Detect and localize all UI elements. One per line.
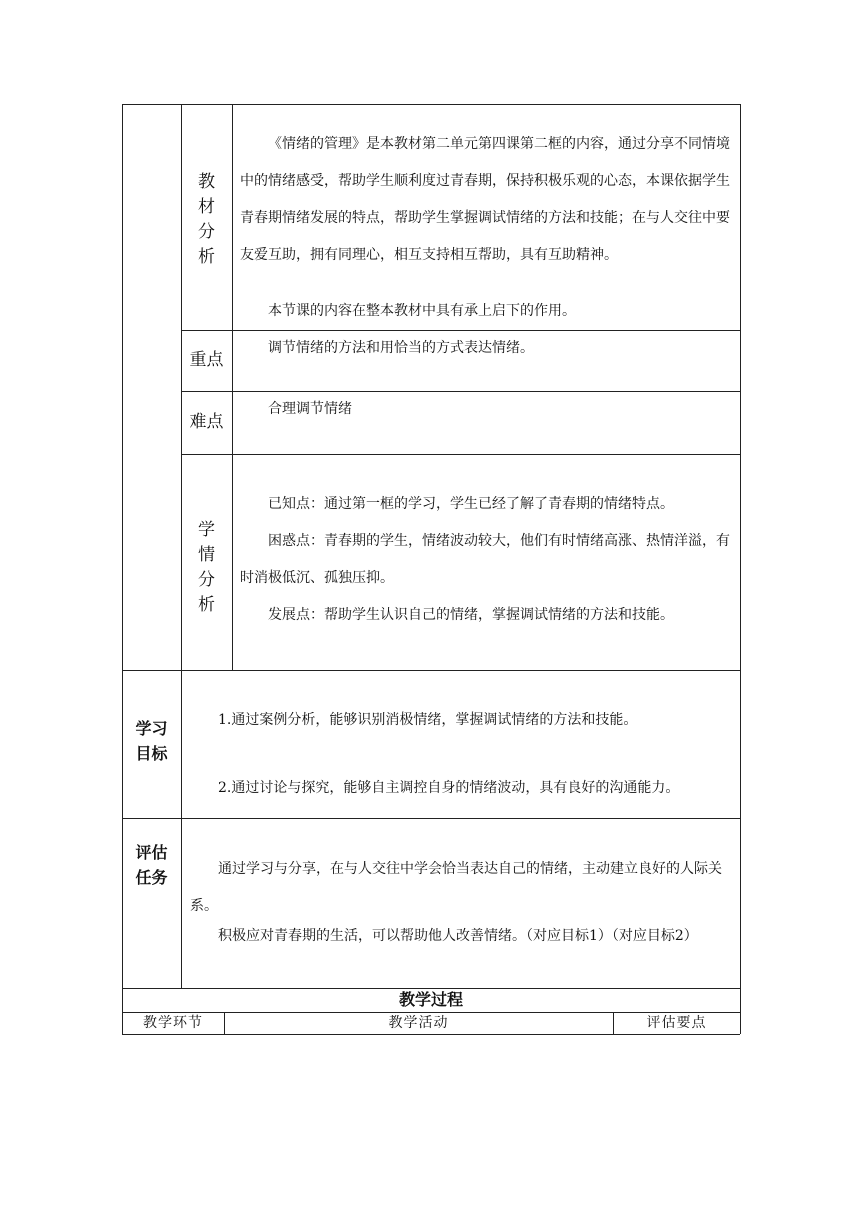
- label-char: 分: [198, 570, 215, 590]
- material-analysis-paragraph: 《情绪的管理》是本教材第二单元第四课第二框的内容，通过分享不同情境中的情绪感受，帮助学生顺利度过青春期，保持积极乐观的心态，本课依据学生青春期情绪发展的特点，帮助学生掌握调试情绪的方法和技能；在与人交往中要友爱互助，拥有同理心，相互支持相互帮助，具有互助精神。: [240, 136, 730, 263]
- label-char: 教: [198, 172, 215, 192]
- learning-goal-item: 1.通过案例分析，能够识别消极情绪，掌握调试情绪的方法和技能。: [218, 712, 638, 728]
- label-char: 材: [198, 197, 215, 217]
- label-char: 分: [198, 222, 215, 242]
- label-line: 学习: [135, 719, 168, 738]
- label-line: 任务: [135, 868, 168, 887]
- material-analysis-paragraph: 本节课的内容在整本教材中具有承上启下的作用。: [268, 303, 576, 319]
- learning-goal-item: 2.通过讨论与探究，能够自主调控自身的情绪波动，具有良好的沟通能力。: [218, 780, 680, 796]
- label-char: 情: [198, 545, 215, 565]
- process-column-header: 评估要点: [646, 1015, 707, 1031]
- label-line: 评估: [135, 843, 168, 862]
- difficulty-text: 合理调节情绪: [268, 401, 352, 417]
- label-char: 析: [198, 595, 215, 615]
- assessment-label: [122, 840, 181, 890]
- key-point-text: 调节情绪的方法和用恰当的方式表达情绪。: [268, 340, 534, 356]
- key-point-label: 重点: [189, 350, 224, 370]
- label-char: 析: [198, 247, 215, 267]
- process-column-header: 教学环节: [143, 1015, 203, 1031]
- process-title: 教学过程: [398, 990, 463, 1009]
- material-analysis-label: [181, 170, 232, 270]
- student-analysis-label: [181, 518, 232, 618]
- process-column-header: 教学活动: [388, 1015, 449, 1031]
- assessment-paragraph: 通过学习与分享，在与人交往中学会恰当表达自己的情绪，主动建立良好的人际关系。: [190, 861, 722, 914]
- student-analysis-paragraph: 困惑点：青春期的学生，情绪波动较大，他们有时情绪高涨、热情洋溢，有时消极低沉、孤独压抑。: [240, 533, 730, 586]
- learning-goals-label: [122, 716, 181, 766]
- student-analysis-paragraph: 发展点：帮助学生认识自己的情绪，掌握调试情绪的方法和技能。: [268, 607, 674, 623]
- label-line: 目标: [135, 744, 168, 763]
- difficulty-label: 难点: [189, 412, 224, 432]
- assessment-paragraph: 积极应对青春期的生活，可以帮助他人改善情绪。（对应目标1）（对应目标2）: [218, 928, 698, 944]
- student-analysis-paragraph: 已知点：通过第一框的学习，学生已经了解了青春期的情绪特点。: [268, 496, 674, 512]
- label-char: 学: [198, 520, 215, 540]
